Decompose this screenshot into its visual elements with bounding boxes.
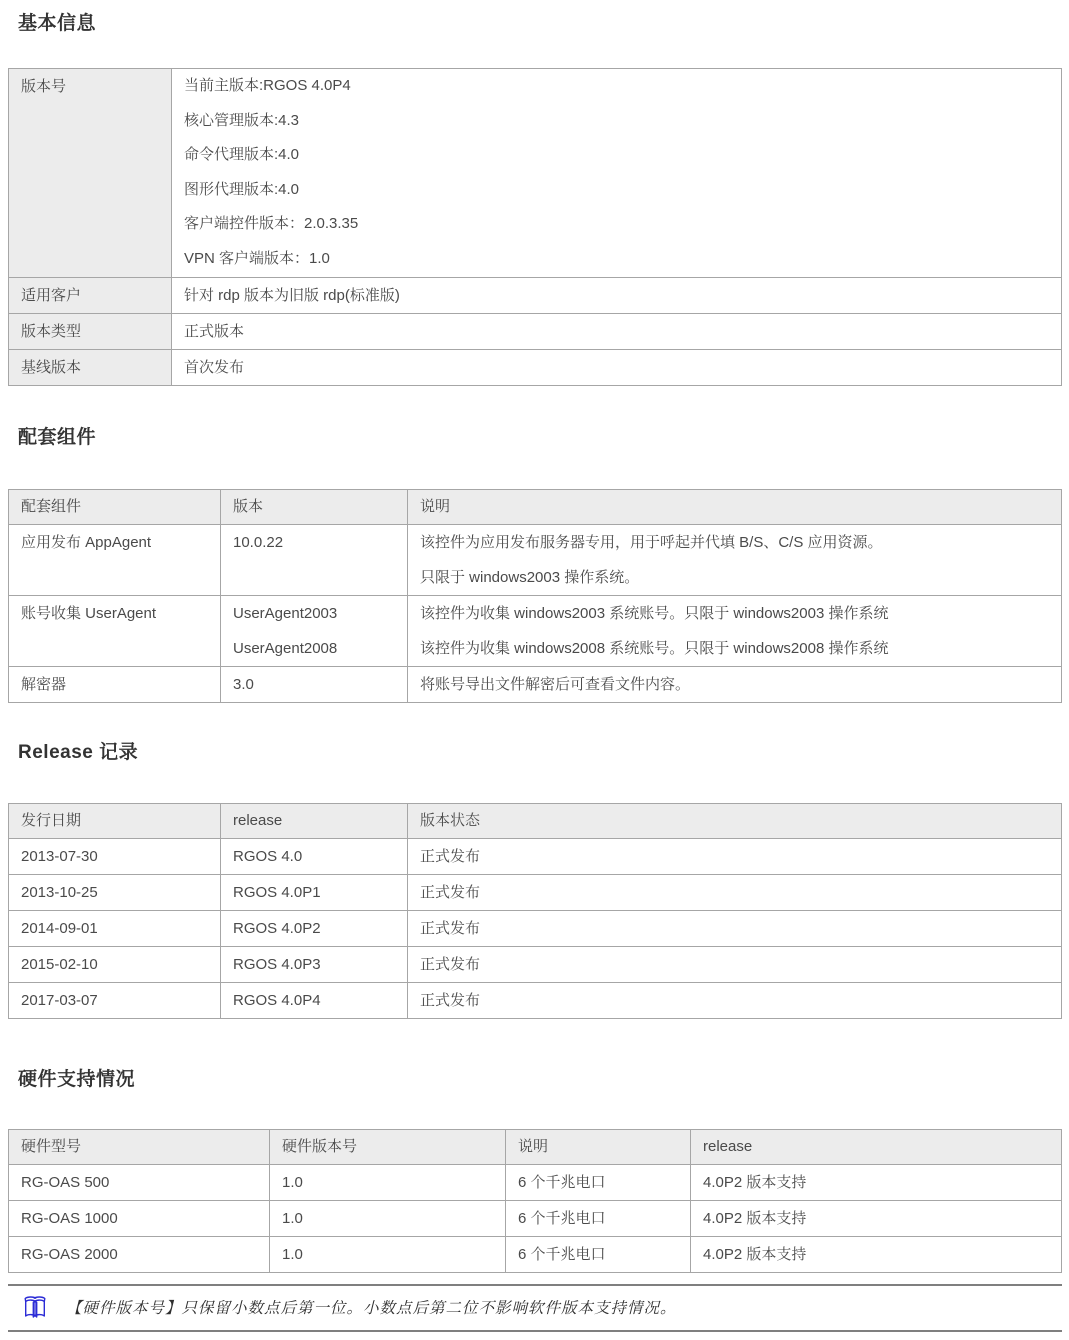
table-header-row <box>9 490 1062 525</box>
table-row <box>9 911 1062 947</box>
hardware-model: RG-OAS 500 <box>9 1165 270 1201</box>
component-name: 应用发布 AppAgent <box>9 525 221 596</box>
open-book-icon <box>20 1296 50 1320</box>
section-heading-release-log: Release 记录 <box>18 742 139 763</box>
release-status: 正式发布 <box>408 983 1062 1019</box>
version-line: 图形代理版本:4.0 <box>184 180 300 198</box>
hardware-version: 1.0 <box>270 1237 506 1273</box>
column-header: 硬件版本号 <box>270 1130 506 1165</box>
release-status: 正式发布 <box>408 875 1062 911</box>
desc-line: 该控件为应用发布服务器专用，用于呼起并代填 B/S、C/S 应用资源。 <box>420 534 883 551</box>
component-name: 解密器 <box>9 667 221 703</box>
row-label: 基线版本 <box>9 349 172 385</box>
row-value: 针对 rdp 版本为旧版 rdp(标准版) <box>172 277 1062 313</box>
desc-line: 该控件为收集 windows2008 系统账号。只限于 windows2008 操作系统 <box>420 640 889 657</box>
version-line: 当前主版本:RGOS 4.0P4 <box>184 77 351 94</box>
section-heading-components: 配套组件 <box>18 427 97 448</box>
release-log-table <box>8 803 1062 1019</box>
release-status: 正式发布 <box>408 911 1062 947</box>
table-row <box>9 667 1062 703</box>
component-version: 3.0 <box>221 667 408 703</box>
table-header-row <box>9 804 1062 839</box>
component-desc <box>408 596 1062 667</box>
section-heading-basic-info: 基本信息 <box>18 13 97 34</box>
hardware-desc: 6 个千兆电口 <box>506 1165 691 1201</box>
hardware-release: 4.0P2 版本支持 <box>691 1237 1062 1273</box>
component-desc: 将账号导出文件解密后可查看文件内容。 <box>408 667 1062 703</box>
row-label: 版本类型 <box>9 313 172 349</box>
row-label: 适用客户 <box>9 277 172 313</box>
release-version: RGOS 4.0P4 <box>221 983 408 1019</box>
version-line: 核心管理版本:4.3 <box>184 111 300 129</box>
hardware-release: 4.0P2 版本支持 <box>691 1165 1062 1201</box>
table-row <box>9 839 1062 875</box>
components-table <box>8 489 1062 703</box>
table-row <box>9 277 1062 313</box>
column-header: 版本 <box>221 490 408 525</box>
column-header: release <box>691 1130 1062 1165</box>
release-version: RGOS 4.0P2 <box>221 911 408 947</box>
basic-info-table <box>8 68 1062 386</box>
table-row <box>9 1237 1062 1273</box>
release-version: RGOS 4.0P1 <box>221 875 408 911</box>
release-status: 正式发布 <box>408 839 1062 875</box>
component-version: 10.0.22 <box>221 525 408 596</box>
release-date: 2013-07-30 <box>9 839 221 875</box>
column-header: 版本状态 <box>408 804 1062 839</box>
release-date: 2013-10-25 <box>9 875 221 911</box>
column-header: 说明 <box>408 490 1062 525</box>
release-date: 2015-02-10 <box>9 947 221 983</box>
table-row <box>9 349 1062 385</box>
footnote-text: 【硬件版本号】只保留小数点后第一位。小数点后第二位不影响软件版本支持情况。 <box>66 1299 677 1317</box>
component-version <box>221 596 408 667</box>
desc-line: 该控件为收集 windows2003 系统账号。只限于 windows2003 操作系统 <box>420 605 889 622</box>
version-line: 客户端控件版本：2.0.3.35 <box>184 215 359 233</box>
column-header: 说明 <box>506 1130 691 1165</box>
row-value: 正式版本 <box>172 313 1062 349</box>
release-date: 2017-03-07 <box>9 983 221 1019</box>
hardware-support-table <box>8 1129 1062 1273</box>
hardware-model: RG-OAS 2000 <box>9 1237 270 1273</box>
desc-line: 只限于 windows2003 操作系统。 <box>420 569 640 586</box>
row-value <box>172 69 1062 278</box>
column-header: 发行日期 <box>9 804 221 839</box>
version-line: 命令代理版本:4.0 <box>184 146 300 164</box>
release-date: 2014-09-01 <box>9 911 221 947</box>
component-name: 账号收集 UserAgent <box>9 596 221 667</box>
table-row <box>9 313 1062 349</box>
column-header: 配套组件 <box>9 490 221 525</box>
footnote <box>8 1284 1062 1332</box>
table-row <box>9 69 1062 278</box>
table-row <box>9 875 1062 911</box>
table-row <box>9 1165 1062 1201</box>
table-row <box>9 983 1062 1019</box>
version-line: UserAgent2003 <box>233 605 338 622</box>
version-line: UserAgent2008 <box>233 640 338 657</box>
component-desc <box>408 525 1062 596</box>
table-row <box>9 596 1062 667</box>
hardware-version: 1.0 <box>270 1201 506 1237</box>
hardware-version: 1.0 <box>270 1165 506 1201</box>
hardware-desc: 6 个千兆电口 <box>506 1237 691 1273</box>
release-version: RGOS 4.0P3 <box>221 947 408 983</box>
release-status: 正式发布 <box>408 947 1062 983</box>
table-row <box>9 947 1062 983</box>
table-row <box>9 525 1062 596</box>
hardware-desc: 6 个千兆电口 <box>506 1201 691 1237</box>
table-row <box>9 1201 1062 1237</box>
column-header: release <box>221 804 408 839</box>
release-version: RGOS 4.0 <box>221 839 408 875</box>
hardware-model: RG-OAS 1000 <box>9 1201 270 1237</box>
table-header-row <box>9 1130 1062 1165</box>
row-value: 首次发布 <box>172 349 1062 385</box>
version-line: VPN 客户端版本：1.0 <box>184 249 330 267</box>
column-header: 硬件型号 <box>9 1130 270 1165</box>
section-heading-hardware: 硬件支持情况 <box>18 1069 136 1090</box>
row-label: 版本号 <box>9 69 172 278</box>
hardware-release: 4.0P2 版本支持 <box>691 1201 1062 1237</box>
